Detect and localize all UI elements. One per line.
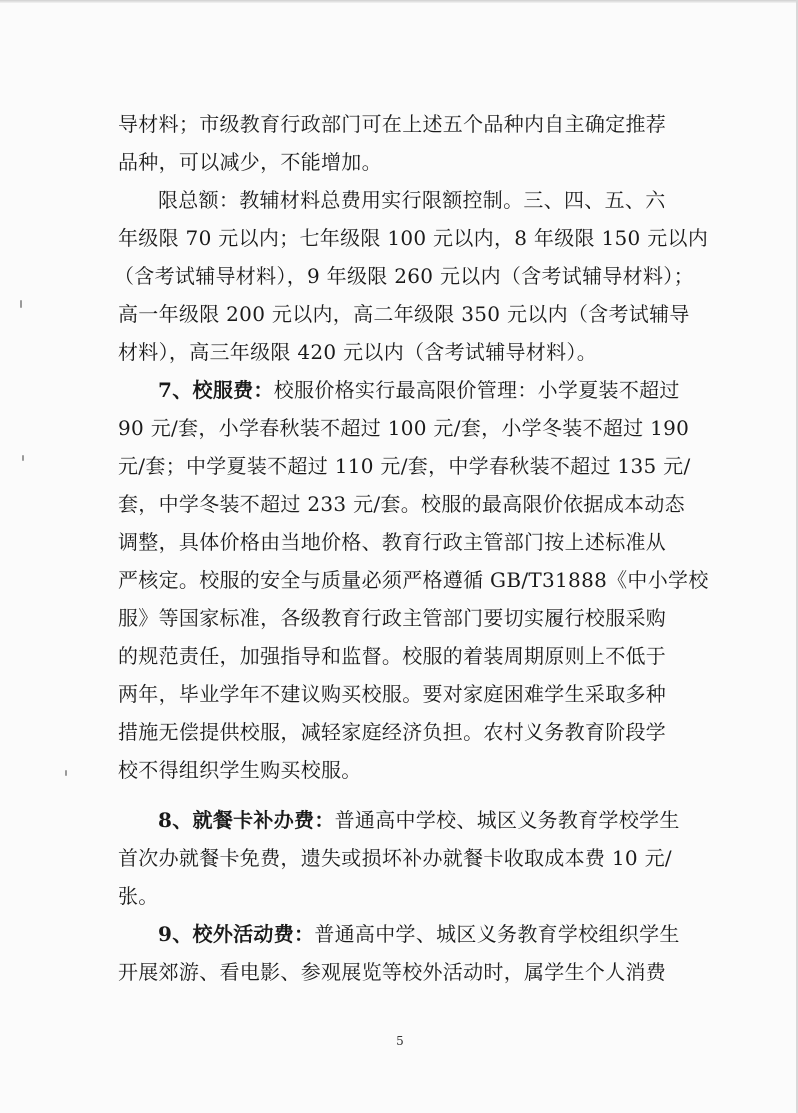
text-line: 严核定。校服的安全与质量必须严格遵循 GB/T31888《中小学校 xyxy=(118,568,709,592)
text-line: 服》等国家标准，各级教育行政主管部门要切实履行校服采购 xyxy=(118,606,667,630)
text-line: 导材料；市级教育行政部门可在上述五个品种内自主确定推荐 xyxy=(118,112,667,136)
section-heading: 9、校外活动费： xyxy=(158,922,315,946)
text-line: 品种，可以减少，不能增加。 xyxy=(118,150,382,174)
section-heading: 7、校服费： xyxy=(158,378,274,402)
paragraph-outing-fee xyxy=(158,922,680,946)
text-line: 材料），高三年级限 420 元以内（含考试辅导材料）。 xyxy=(118,340,597,364)
text-line: 校不得组织学生购买校服。 xyxy=(118,758,362,782)
text-span: 校服价格实行最高限价管理：小学夏装不超过 xyxy=(273,378,680,402)
scan-speck xyxy=(65,770,67,776)
paragraph-uniform-fee xyxy=(158,378,680,402)
text-line: 高一年级限 200 元以内，高二年级限 350 元以内（含考试辅导 xyxy=(118,302,690,326)
page-number: 5 xyxy=(396,1034,404,1048)
text-line: 调整，具体价格由当地价格、教育行政主管部门按上述标准从 xyxy=(118,530,667,554)
scan-speck xyxy=(20,300,22,308)
text-line: 开展郊游、看电影、参观展览等校外活动时，属学生个人消费 xyxy=(118,960,667,984)
text-line: 年级限 70 元以内；七年级限 100 元以内，8 年级限 150 元以内 xyxy=(118,226,709,250)
text-line: 的规范责任，加强指导和监督。校服的着装周期原则上不低于 xyxy=(118,644,667,668)
text-line: 90 元/套，小学春秋装不超过 100 元/套，小学冬装不超过 190 xyxy=(118,416,690,440)
text-line: 措施无偿提供校服，减轻家庭经济负担。农村义务教育阶段学 xyxy=(118,720,667,744)
scan-edge-top xyxy=(0,0,798,3)
scan-speck xyxy=(22,455,24,461)
text-span: 普通高中学校、城区义务教育学校学生 xyxy=(334,808,680,832)
text-line: 元/套；中学夏装不超过 110 元/套，中学春秋装不超过 135 元/ xyxy=(118,454,691,478)
text-line: 张。 xyxy=(118,884,159,908)
paragraph-limit-total: 限总额：教辅材料总费用实行限额控制。三、四、五、六 xyxy=(158,188,666,212)
section-heading: 8、就餐卡补办费： xyxy=(158,808,335,832)
text-line: （含考试辅导材料），9 年级限 260 元以内（含考试辅导材料）； xyxy=(114,264,694,288)
paragraph-meal-card-fee xyxy=(158,808,680,832)
text-line: 两年，毕业学年不建议购买校服。要对家庭困难学生采取多种 xyxy=(118,682,667,706)
text-span: 普通高中学、城区义务教育学校组织学生 xyxy=(314,922,680,946)
text-line: 套，中学冬装不超过 233 元/套。校服的最高限价依据成本动态 xyxy=(118,492,685,516)
text-line: 首次办就餐卡免费，遗失或损坏补办就餐卡收取成本费 10 元/ xyxy=(118,846,672,870)
